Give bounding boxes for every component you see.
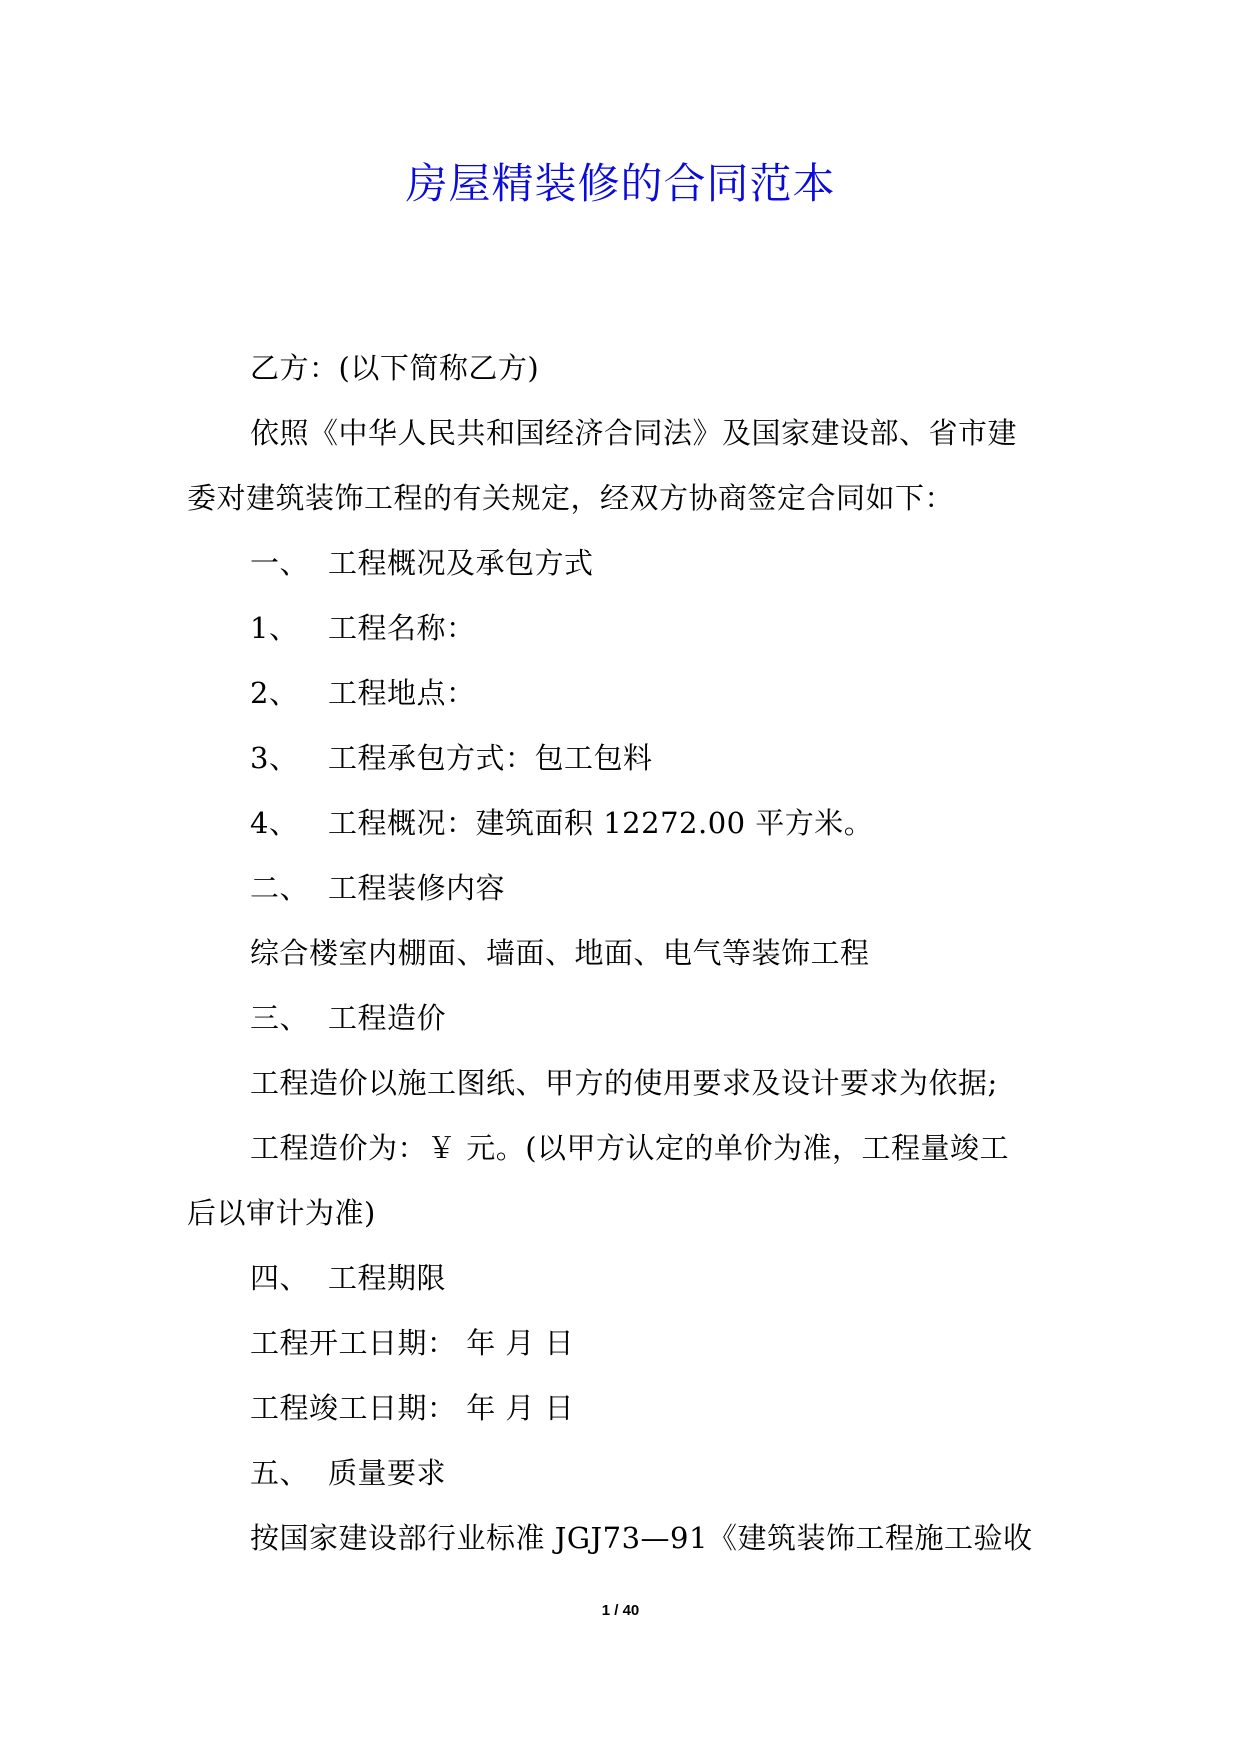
list-item [187, 610, 1057, 675]
item-number: 3、 [250, 741, 299, 775]
section-title: 工程造价 [328, 1001, 447, 1035]
section-title: 工程装修内容 [328, 871, 506, 905]
item-text: 工程地点： [328, 676, 476, 710]
section-heading-4 [187, 1260, 1057, 1325]
section-5-content: 按国家建设部行业标准 JGJ73—91《建筑装饰工程施工验收 [250, 1521, 1033, 1555]
section-3-price-line-2: 后以审计为准) [187, 1196, 376, 1230]
intro-line-2: 委对建筑装饰工程的有关规定，经双方协商签定合同如下： [187, 481, 955, 515]
page-indicator: 1 / 40 [601, 1602, 640, 1619]
document-title: 房屋精装修的合同范本 [405, 159, 836, 208]
list-item [187, 805, 1057, 870]
section-number: 二、 [250, 871, 310, 905]
list-item [187, 740, 1057, 805]
item-text: 工程概况：建筑面积 12272.00 平方米。 [328, 806, 874, 840]
section-number: 四、 [250, 1261, 310, 1295]
section-title: 工程概况及承包方式 [328, 546, 594, 580]
start-date-line: 工程开工日期： 年 月 日 [250, 1326, 575, 1360]
section-number: 五、 [250, 1456, 310, 1490]
section-3-basis: 工程造价以施工图纸、甲方的使用要求及设计要求为依据; [250, 1066, 998, 1100]
section-heading-1 [187, 545, 1057, 610]
document-body [187, 350, 1057, 1585]
list-item [187, 675, 1057, 740]
party-b-line: 乙方：(以下简称乙方) [250, 351, 540, 385]
intro-line-1: 依照《中华人民共和国经济合同法》及国家建设部、省市建 [250, 416, 1018, 450]
end-date-line: 工程竣工日期： 年 月 日 [250, 1391, 575, 1425]
section-heading-5 [187, 1455, 1057, 1520]
section-title: 工程期限 [328, 1261, 447, 1295]
section-number: 三、 [250, 1001, 310, 1035]
item-text: 工程名称： [328, 611, 476, 645]
section-title: 质量要求 [328, 1456, 447, 1490]
section-heading-3 [187, 1000, 1057, 1065]
section-number: 一、 [250, 546, 310, 580]
section-3-price-line-1: 工程造价为：￥ 元。(以甲方认定的单价为准，工程量竣工 [250, 1131, 1010, 1165]
item-number: 4、 [250, 806, 299, 840]
item-number: 2、 [250, 676, 299, 710]
item-text: 工程承包方式：包工包料 [328, 741, 653, 775]
section-heading-2 [187, 870, 1057, 935]
section-2-content: 综合楼室内棚面、墙面、地面、电气等装饰工程 [250, 936, 870, 970]
item-number: 1、 [250, 611, 299, 645]
